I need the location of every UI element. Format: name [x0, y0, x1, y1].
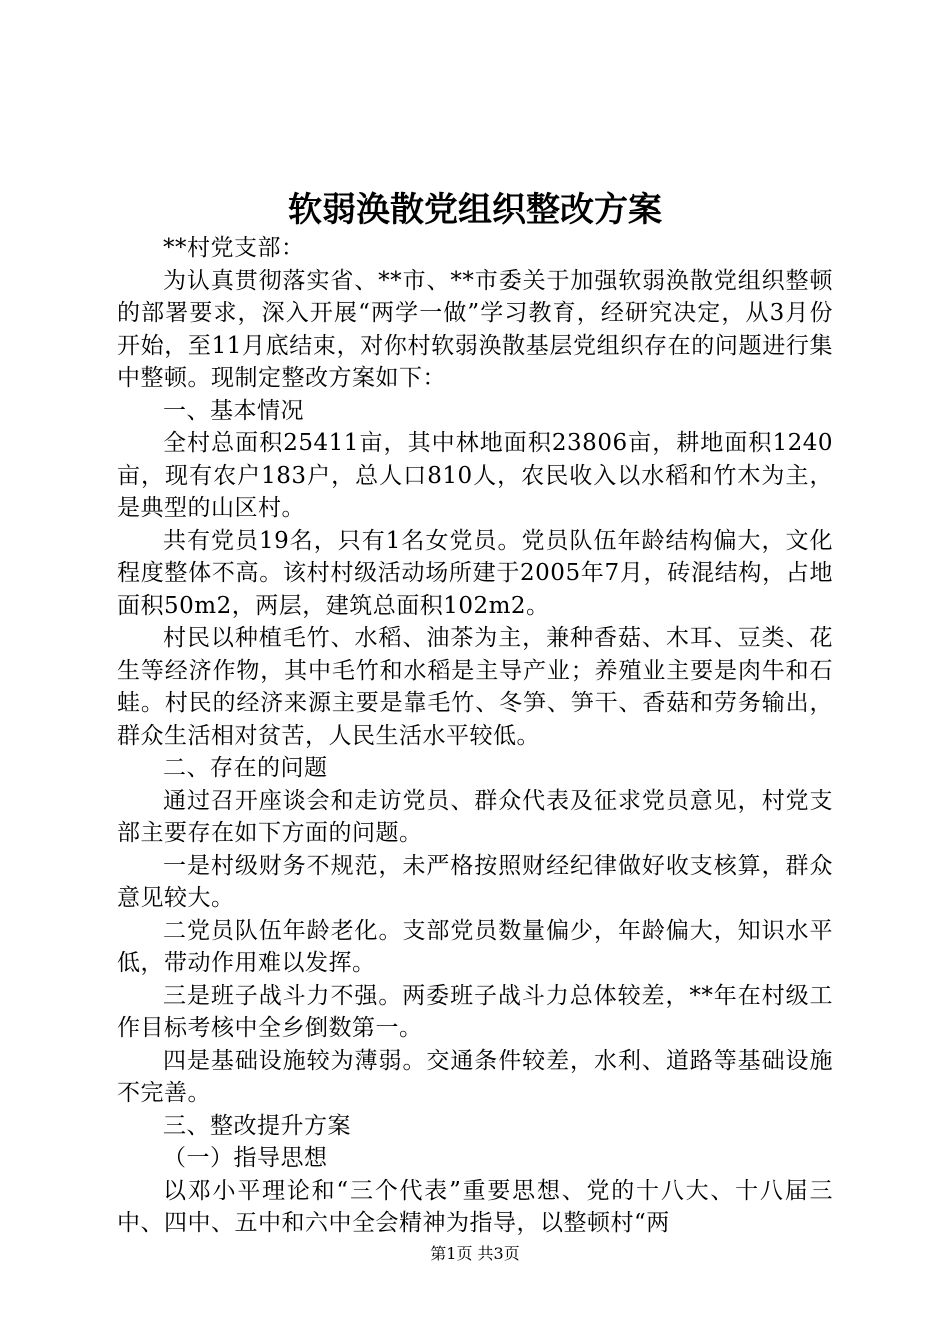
paragraph-problem-infrastructure: 四是基础设施较为薄弱。交通条件较差，水利、道路等基础设施不完善。 [117, 1047, 833, 1106]
salutation: **村党支部： [163, 235, 305, 261]
paragraph-problems-intro: 通过召开座谈会和走访党员、群众代表及征求党员意见，村党支部主要存在如下方面的问题。 [117, 787, 833, 846]
page-number-footer: 第1页 共3页 [430, 1244, 520, 1263]
paragraph-problem-aging: 二党员队伍年龄老化。支部党员数量偏少，年龄偏大，知识水平低，带动作用难以发挥。 [117, 917, 833, 976]
paragraph-land-area: 全村总面积25411亩，其中林地面积23806亩，耕地面积1240亩，现有农户183户，总人口810人，农民收入以水稻和竹木为主，是典型的山区村。 [117, 430, 833, 521]
section-heading-rectification-plan: 三、整改提升方案 [163, 1112, 351, 1139]
intro-paragraph: 为认真贯彻落实省、**市、**市委关于加强软弱涣散党组织整顿的部署要求，深入开展“两学一做”学习教育，经研究决定，从3月份开始，至11月底结束，对你村软弱涣散基层党组织存在的问题进行集中整顿。现制定整改方案如下： [117, 267, 833, 391]
paragraph-party-members: 共有党员19名，只有1名女党员。党员队伍年龄结构偏大，文化程度整体不高。该村村级活动场所建于2005年7月，砖混结构，占地面积50m2，两层，建筑总面积102m2。 [117, 527, 833, 619]
document-body [117, 232, 833, 1240]
paragraph-guiding-ideology: 以邓小平理论和“三个代表”重要思想、党的十八大、十八届三中、四中、五中和六中全会精神为指导，以整顿村“两 [117, 1177, 833, 1236]
paragraph-villager-economy: 村民以种植毛竹、水稻、油茶为主，兼种香菇、木耳、豆类、花生等经济作物，其中毛竹和水稻是主导产业；养殖业主要是肉牛和石蛙。村民的经济来源主要是靠毛竹、冬笋、笋干、香菇和劳务输出，群众生活相对贫苦，人民生活水平较低。 [117, 625, 833, 749]
section-heading-basic-situation: 一、基本情况 [163, 397, 304, 424]
paragraph-problem-leadership: 三是班子战斗力不强。两委班子战斗力总体较差，**年在村级工作目标考核中全乡倒数第一。 [117, 982, 833, 1041]
paragraph-problem-finance: 一是村级财务不规范，未严格按照财经纪律做好收支核算，群众意见较大。 [117, 852, 833, 911]
document-title: 软弱涣散党组织整改方案 [288, 190, 662, 230]
section-heading-problems: 二、存在的问题 [163, 755, 328, 781]
subsection-heading-guiding-ideology: （一）指导思想 [163, 1145, 328, 1171]
